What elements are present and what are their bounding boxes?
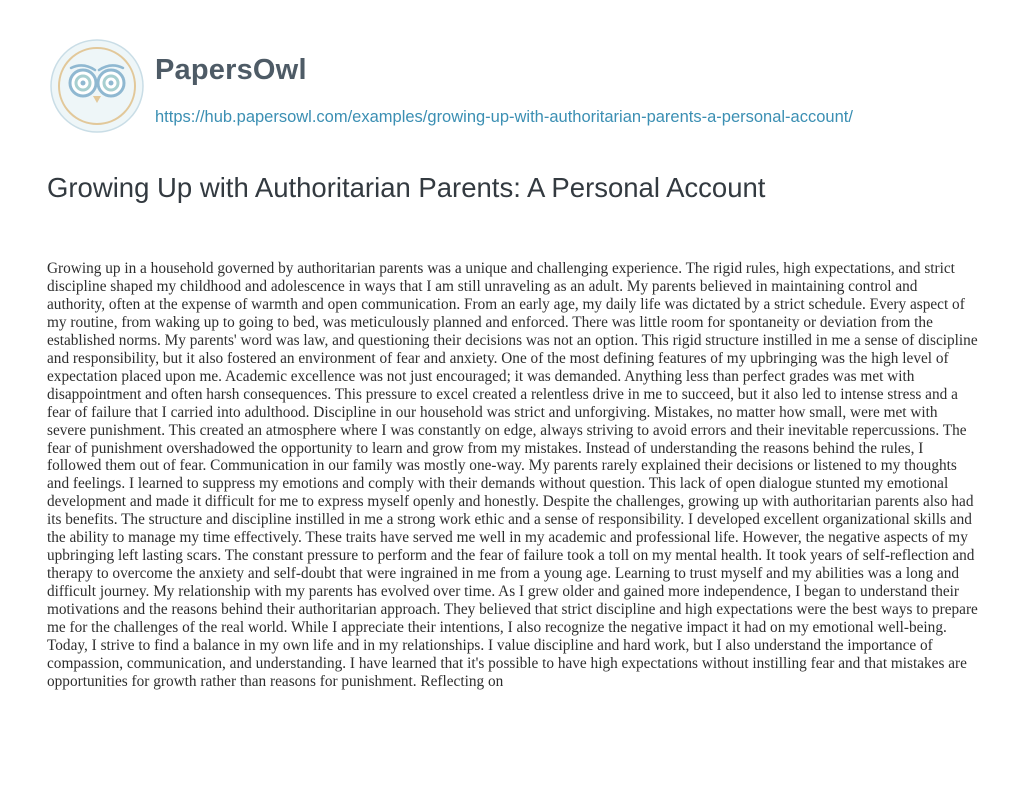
source-url-link[interactable]: https://hub.papersowl.com/examples/growing-up-with-authoritarian-parents-a-personal-account/ (155, 108, 853, 126)
article-title: Growing Up with Authoritarian Parents: A Personal Account (47, 172, 766, 203)
article-body: Growing up in a household governed by authoritarian parents was a unique and challenging experience. The rigid rules, high expectations, and strict discipline shaped my childhood and adolescence in ways that I am still unraveling as an adult. My parents believed in maintaining control and authority, often at the expense of warmth and open communication. From an early age, my daily life was dictated by a strict schedule. Every aspect of my routine, from waking up to going to bed, was meticulously planned and enforced. There was little room for spontaneity or deviation from the established norms. My parents' word was law, and questioning their decisions was not an option. This rigid structure instilled in me a sense of discipline and responsibility, but it also fostered an environment of fear and anxiety. One of the most defining features of my upbringing was the high level of expectation placed upon me. Academic excellence was not just encouraged; it was demanded. Anything less than perfect grades was met with disappointment and often harsh consequences. This pressure to excel created a relentless drive in me to succeed, but it also led to intense stress and a fear of failure that I carried into adulthood. Discipline in our household was strict and unforgiving. Mistakes, no matter how small, were met with severe punishment. This created an atmosphere where I was constantly on edge, always striving to avoid errors and their inevitable repercussions. The fear of punishment overshadowed the opportunity to learn and grow from my mistakes. Instead of understanding the reasons behind the rules, I followed them out of fear. Communication in our family was mostly one-way. My parents rarely explained their decisions or listened to my thoughts and feelings. I learned to suppress my emotions and comply with their demands without question. This lack of open dialogue stunted my emotional development and made it difficult for me to express myself openly and honestly. Despite the challenges, growing up with authoritarian parents also had its benefits. The structure and discipline instilled in me a strong work ethic and a sense of responsibility. I developed excellent organizational skills and the ability to manage my time effectively. These traits have served me well in my academic and professional life. However, the negative aspects of my upbringing left lasting scars. The constant pressure to perform and the fear of failure took a toll on my mental health. It took years of self-reflection and therapy to overcome the anxiety and self-doubt that were ingrained in me from a young age. Learning to trust myself and my abilities was a long and difficult journey. My relationship with my parents has evolved over time. As I grew older and gained more independence, I began to understand their motivations and the reasons behind their authoritarian approach. They believed that strict discipline and high expectations were the best ways to prepare me for the challenges of the real world. While I appreciate their intentions, I also recognize the negative impact it had on my emotional well-being. Today, I strive to find a balance in my own life and in my relationships. I value discipline and hard work, but I also understand the importance of compassion, communication, and understanding. I have learned that it's possible to have high expectations without instilling fear and that mistakes are opportunities for growth rather than reasons for punishment. Reflecting on (47, 260, 978, 690)
owl-logo-icon (49, 38, 145, 134)
site-header (49, 28, 989, 158)
brand-name[interactable]: PapersOwl (155, 54, 307, 86)
